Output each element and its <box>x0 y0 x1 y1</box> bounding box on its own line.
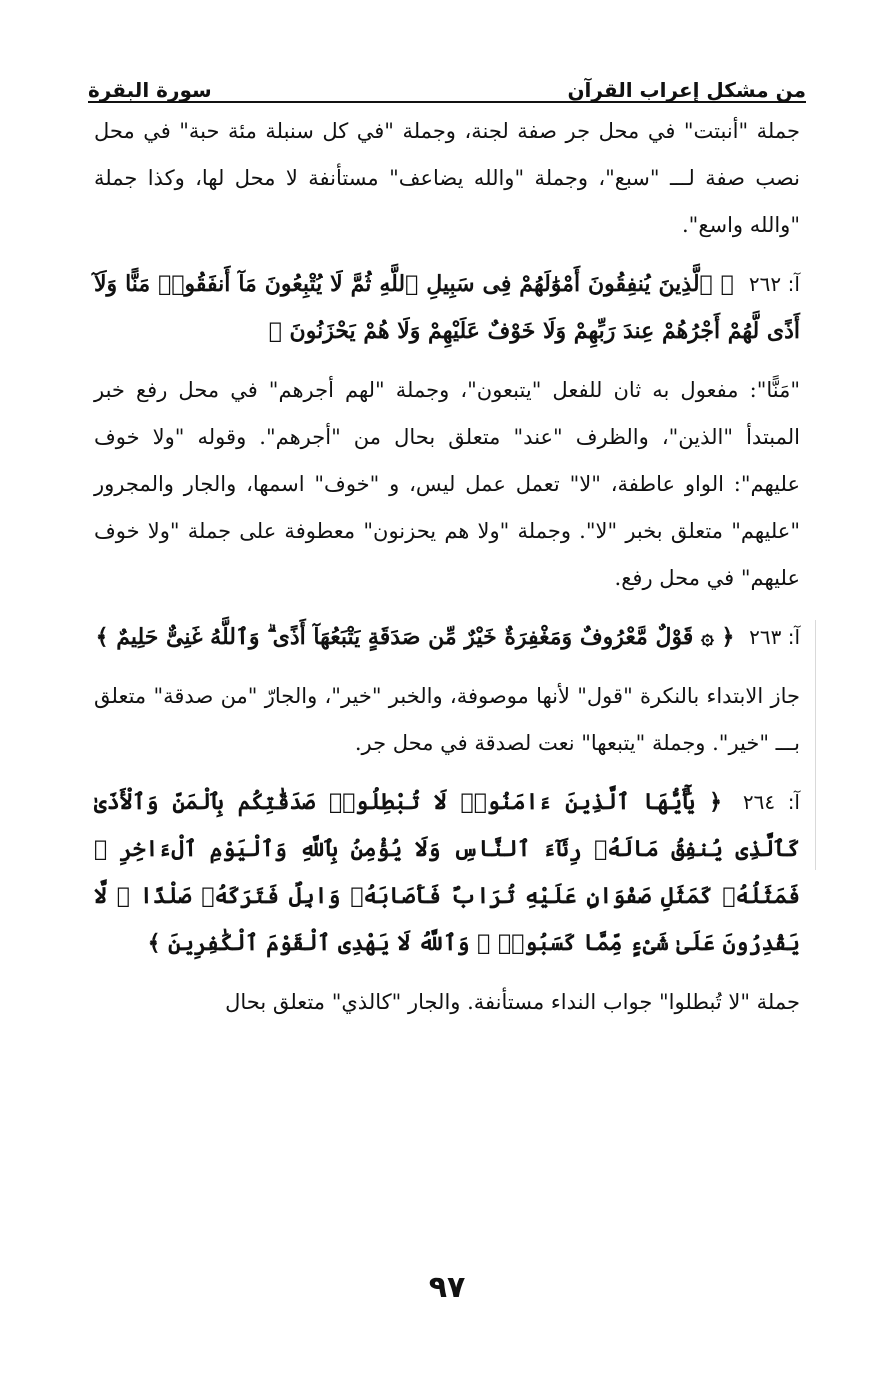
running-header <box>88 66 806 100</box>
page-body <box>94 108 800 1038</box>
verse-number: آ: ٢٦٣ <box>749 625 800 649</box>
verse-number: آ: ٢٦٢ <box>748 272 800 296</box>
verse-262 <box>94 261 800 355</box>
surah-title: سورة البقرة <box>88 78 212 102</box>
scan-edge-line <box>815 620 816 870</box>
paragraph-3: جاز الابتداء بالنكرة "قول" لأنها موصوفة، والخبر "خير"، والجارّ "من صدقة" متعلق بـــ "خير". وجملة "يتبعها" نعت لصدقة في محل جر. <box>94 684 800 755</box>
quran-verse-text: ﴿ ۞ قَوْلٌ مَّعْرُوفٌ وَمَغْفِرَةٌ خَيْرٌ مِّن صَدَقَةٍ يَتْبَعُهَآ أَذًى ۗ وَٱللَّهُ غَنِىٌّ حَلِيمٌ ﴾ <box>95 624 735 650</box>
book-title: من مشكل إعراب القرآن <box>567 78 806 102</box>
verse-264 <box>94 779 800 967</box>
header-rule <box>88 101 806 103</box>
verse-number: آ: ٢٦٤ <box>742 790 800 814</box>
quran-verse-text: ﴿ يَٰٓأَيُّهَا ٱلَّذِينَ ءَامَنُوا۟ لَا تُبْطِلُوا۟ صَدَقَٰتِكُم بِٱلْمَنِّ وَٱلْأَذَىٰ كَٱلَّذِى يُنفِقُ مَالَهُۥ رِئَآءَ ٱلنَّاسِ وَلَا يُؤْمِنُ بِٱللَّهِ وَٱلْيَوْمِ ٱلْءَاخِرِ ۖ فَمَثَلُهُۥ كَمَثَلِ صَفْوَانٍ عَلَيْهِ تُرَابٌ فَأَصَابَهُۥ وَابِلٌ فَتَرَكَهُۥ صَلْدًا ۖ لَّا يَقْدِرُونَ عَلَىٰ شَىْءٍ مِّمَّا كَسَبُوا۟ ۗ وَٱللَّهُ لَا يَهْدِى ٱلْقَوْمَ ٱلْكَٰفِرِينَ ﴾ <box>94 789 800 956</box>
paragraph-1: جملة "أنبتت" في محل جر صفة لجنة، وجملة "في كل سنبلة مئة حبة" في محل نصب صفة لـــ "سبع"، وجملة "والله يضاعف" مستأنفة لا محل لها، وكذا جملة "والله واسع". <box>94 119 800 237</box>
paragraph-4: جملة "لا تُبطلوا" جواب النداء مستأنفة. والجار "كالذي" متعلق بحال <box>225 990 800 1014</box>
quran-verse-text: ﴿ ٱلَّذِينَ يُنفِقُونَ أَمْوَٰلَهُمْ فِى سَبِيلِ ٱللَّهِ ثُمَّ لَا يُتْبِعُونَ مَآ أَنفَقُوا۟ مَنًّا وَلَآ أَذًى لَّهُمْ أَجْرُهُمْ عِندَ رَبِّهِمْ وَلَا خَوْفٌ عَلَيْهِمْ وَلَا هُمْ يَحْزَنُونَ ﴾ <box>94 271 800 344</box>
verse-263 <box>94 614 800 661</box>
page-number: ٩٧ <box>428 1270 466 1305</box>
paragraph-2: "مَنًّا": مفعول به ثان للفعل "يتبعون"، وجملة "لهم أجرهم" في محل رفع خبر المبتدأ "الذين"، والظرف "عند" متعلق بحال من "أجرهم". وقوله "ولا خوف عليهم": الواو عاطفة، "لا" تعمل عمل ليس، و "خوف" اسمها، والجار والمجرور "عليهم" متعلق بخبر "لا". وجملة "ولا هم يحزنون" معطوفة على جملة "ولا خوف عليهم" في محل رفع. <box>94 378 800 590</box>
